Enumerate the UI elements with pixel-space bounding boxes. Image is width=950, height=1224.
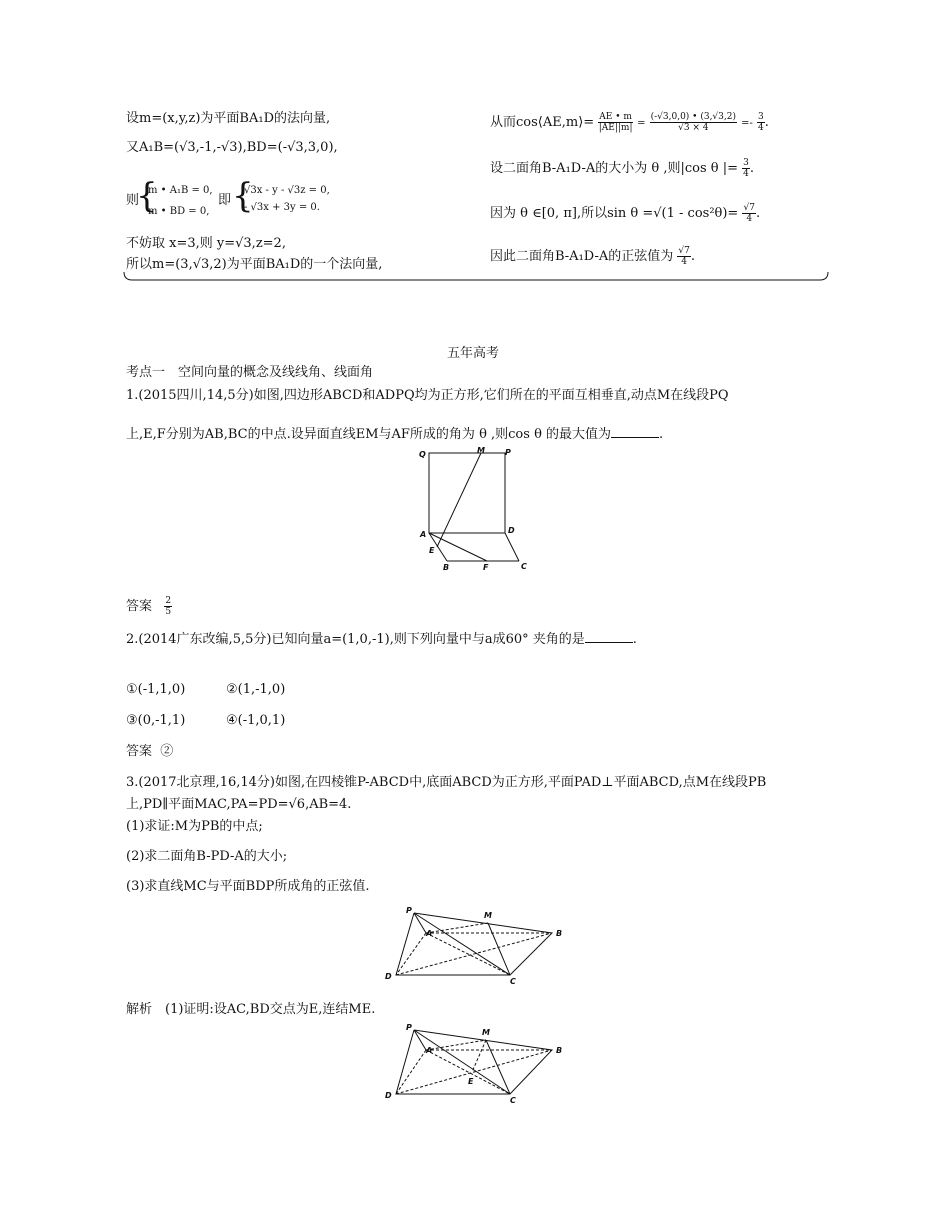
label-Q: Q <box>419 450 426 459</box>
system-eq-2b: - √3x + 3y = 0. <box>244 202 320 213</box>
label-D: D <box>508 526 515 535</box>
q3-analysis: 解析 (1)证明:设AC,BD交点为E,连结ME. <box>126 1002 376 1017</box>
kaodian-heading: 考点一 空间向量的概念及线线角、线面角 <box>126 365 374 380</box>
sol-line-1: 设m=(x,y,z)为平面BA₁D的法向量, <box>126 111 331 126</box>
label-D: D <box>385 972 392 981</box>
fraction-sine-value: $\frac{√7}{4}$ <box>678 246 690 267</box>
label-C: C <box>510 977 516 986</box>
sol-right-4: 因此二面角B-A₁D-A的正弦值为 $\frac{√7}{4}$ . <box>490 246 695 267</box>
label-B: B <box>556 1046 563 1055</box>
q1-figure <box>415 445 535 575</box>
label-A: A <box>420 530 427 539</box>
fraction-cos-theta: $\frac{3}{4}$ <box>743 158 749 179</box>
label-P: P <box>505 448 511 457</box>
left-brace-1: { <box>136 176 158 216</box>
label-A: A <box>426 1046 433 1055</box>
label-E: E <box>468 1077 474 1086</box>
fraction-dot-product: $\frac{(-√3,0,0) • (3,√3,2)}{√3 \times 4}$ <box>650 112 736 133</box>
label-D: D <box>385 1091 392 1100</box>
q3-figure-1 <box>380 903 570 987</box>
fraction-ae-m: $\frac{AE • m}{|AE||m|}$ <box>598 112 633 133</box>
q2-option-1: ①(-1,1,0) <box>126 682 186 697</box>
q3-part-1: (1)求证:M为PB的中点; <box>126 819 263 834</box>
sol-right-1: 从而cos⟨AE,m⟩= $\frac{AE • m}{|AE||m|}$ = $\frac{(-√3,0,0) • (3,√3,2)}{√3 \times 4}$ =- $\frac{3}{4}$ . <box>490 112 769 133</box>
sol-right-3: 因为 θ ∈[0, π],所以sin θ =√(1 - cos²θ)= $\frac{√7}{4}$ . <box>490 203 761 224</box>
sol-line-5: 所以m=(3,√3,2)为平面BA₁D的一个法向量, <box>126 257 383 272</box>
answer-blank <box>611 425 659 438</box>
q3-part-3: (3)求直线MC与平面BDP所成角的正弦值. <box>126 879 370 894</box>
fraction-result: $\frac{3}{4}$ <box>758 112 764 133</box>
label-C: C <box>521 562 527 571</box>
q1-answer-fraction: $\frac{2}{5}$ <box>165 596 172 617</box>
label-M: M <box>482 1028 490 1037</box>
q1-line-2: 上,E,F分别为AB,BC的中点.设异面直线EM与AF所成的角为 θ ,则cos θ 的最大值为 . <box>126 427 664 442</box>
label-E: E <box>429 546 435 555</box>
q2-answer: 答案 ② <box>126 744 174 759</box>
left-brace-2: { <box>232 176 254 216</box>
sol-right-2: 设二面角B-A₁D-A的大小为 θ ,则|cos θ |= $\frac{3}{4}$ . <box>490 158 754 179</box>
label-B: B <box>556 929 563 938</box>
q2-option-2: ②(1,-1,0) <box>226 682 286 697</box>
sol-line-2: 又A₁B=(√3,-1,-√3),BD=(-√3,3,0), <box>126 140 338 155</box>
section-title: 五年高考 <box>447 346 500 361</box>
solution-box-bottom-border <box>120 268 832 284</box>
label-F: F <box>483 563 489 572</box>
label-B: B <box>443 563 450 572</box>
sol-line-4: 不妨取 x=3,则 y=√3,z=2, <box>126 236 286 251</box>
label-C: C <box>510 1096 516 1105</box>
q3-line-2: 上,PD∥平面MAC,PA=PD=√6,AB=4. <box>126 797 352 812</box>
fraction-sin-theta: $\frac{√7}{4}$ <box>743 203 755 224</box>
q2-option-3: ③(0,-1,1) <box>126 713 186 728</box>
q3-line-1: 3.(2017北京理,16,14分)如图,在四棱锥P-ABCD中,底面ABCD为正方形,平面PAD⊥平面ABCD,点M在线段PB <box>126 775 767 790</box>
q2-line-1: 2.(2014广东改编,5,5分)已知向量a=(1,0,-1),则下列向量中与a成60° 夹角的是 . <box>126 632 637 647</box>
cos-formula-prefix: 从而cos⟨AE,m⟩= <box>490 115 595 130</box>
q2-option-4: ④(-1,0,1) <box>226 713 286 728</box>
label-A: A <box>426 929 433 938</box>
q3-figure-2 <box>380 1020 570 1106</box>
label-P: P <box>406 1023 412 1032</box>
label-M: M <box>477 446 485 455</box>
sol-line-3-mid: 即 <box>218 193 232 208</box>
q3-part-2: (2)求二面角B-PD-A的大小; <box>126 849 288 864</box>
system-eq-1a: m • A₁B = 0, <box>148 185 213 196</box>
q1-answer: 答案 $\frac{2}{5}$ <box>126 596 172 617</box>
system-eq-2a: √3x - y - √3z = 0, <box>244 185 330 196</box>
q1-line-1: 1.(2015四川,14,5分)如图,四边形ABCD和ADPQ均为正方形,它们所在的平面互相垂直,动点M在线段PQ <box>126 388 729 403</box>
label-P: P <box>406 906 412 915</box>
sol-line-3-prefix: 则 <box>126 193 140 208</box>
label-M: M <box>484 911 492 920</box>
square-adpq <box>429 453 505 533</box>
system-eq-1b: m • BD = 0, <box>148 206 210 217</box>
answer-blank <box>585 630 633 643</box>
